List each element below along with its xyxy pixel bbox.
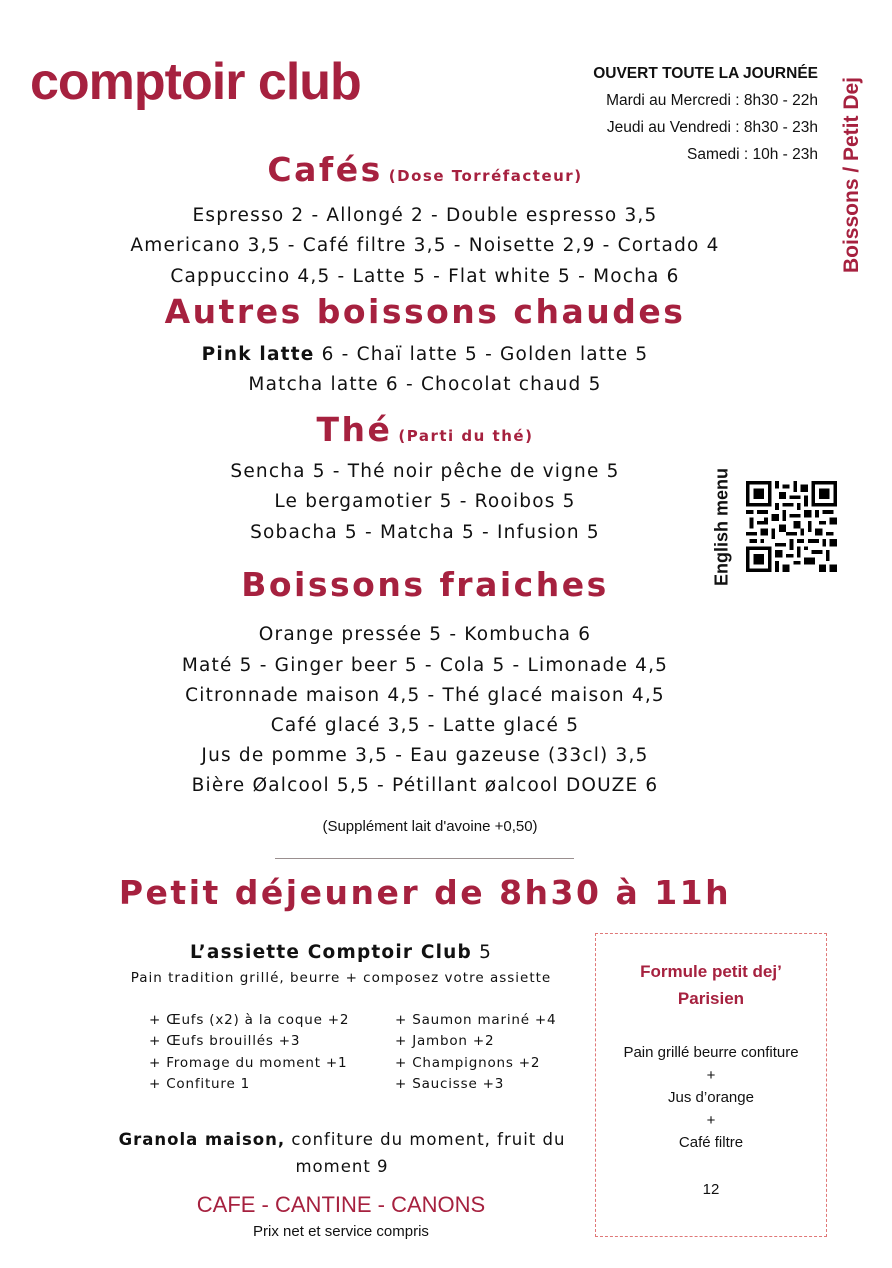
formule-item: Pain grillé beurre confiture: [623, 1044, 799, 1061]
assiette-description: Pain tradition grillé, beurre + composez votre assiette: [130, 970, 552, 986]
the-line: Sencha 5 - Thé noir pêche de vigne 5: [230, 461, 620, 482]
section-subtitle: (Parti du thé): [398, 427, 534, 445]
brand-title: comptoir club: [30, 53, 361, 111]
hours-title: OUVERT TOUTE LA JOURNÉE: [593, 65, 818, 82]
hours-line: Samedi : 10h - 23h: [687, 146, 818, 163]
formule-plus: +: [706, 1066, 716, 1084]
section-title-text: Thé: [316, 410, 393, 449]
section-subtitle: (Dose Torréfacteur): [388, 167, 583, 185]
option-item: + Jambon +2: [395, 1033, 495, 1050]
options-right: [395, 1010, 556, 1095]
section-petit-dej-title: Petit déjeuner de 8h30 à 11h: [118, 873, 732, 912]
divider: [275, 858, 574, 859]
section-fraiches-title: Boissons fraiches: [241, 565, 609, 604]
side-tab-label: Boissons / Petit Dej: [840, 76, 863, 274]
option-item: + Confiture 1: [149, 1075, 251, 1092]
option-item: + Saumon mariné +4: [395, 1012, 557, 1028]
section-title-text: Cafés: [267, 150, 383, 189]
fraiches-line: Citronnade maison 4,5 - Thé glacé maison 4,5: [185, 685, 665, 706]
option-item: + Fromage du moment +1: [149, 1054, 348, 1071]
granola-desc: confiture du moment, fruit du moment 9: [285, 1130, 566, 1176]
option-item: + Saucisse +3: [395, 1075, 505, 1092]
cafes-line: Americano 3,5 - Café filtre 3,5 - Noisette 2,9 - Cortado 4: [130, 235, 720, 256]
formule-item: Café filtre: [678, 1134, 744, 1151]
section-autres-title: Autres boissons chaudes: [164, 292, 686, 331]
fraiches-line: Bière Øalcool 5,5 - Pétillant øalcool DOUZE 6: [191, 775, 659, 796]
the-line: Le bergamotier 5 - Rooibos 5: [274, 491, 576, 512]
hours-line: Jeudi au Vendredi : 8h30 - 23h: [606, 119, 818, 136]
autres-line: [0, 340, 850, 370]
tagline: CAFE - CANTINE - CANONS: [196, 1192, 486, 1217]
formule-plus: +: [706, 1111, 716, 1129]
english-menu-text: English menu: [711, 467, 732, 587]
qr-code-icon[interactable]: [746, 481, 837, 572]
assiette-price: 5: [471, 942, 493, 963]
option-item: + Œufs brouillés +3: [149, 1033, 301, 1050]
autres-line: Matcha latte 6 - Chocolat chaud 5: [248, 374, 602, 395]
fraiches-line: Jus de pomme 3,5 - Eau gazeuse (33cl) 3,5: [201, 745, 649, 766]
assiette-name: L’assiette Comptoir Club: [189, 942, 472, 963]
options-left: [149, 1010, 349, 1095]
item-text: 6 - Chaï latte 5 - Golden latte 5: [314, 344, 649, 365]
option-item: + Œufs (x2) à la coque +2: [149, 1012, 350, 1028]
formule-price: 12: [702, 1180, 720, 1198]
the-line: Sobacha 5 - Matcha 5 - Infusion 5: [250, 522, 600, 543]
fraiches-line: Maté 5 - Ginger beer 5 - Cola 5 - Limonade 4,5: [181, 655, 669, 676]
cafes-line: Espresso 2 - Allongé 2 - Double espresso 3,5: [192, 205, 658, 226]
granola-item: [92, 1126, 592, 1180]
assiette-title: [0, 942, 682, 963]
fraiches-line: Café glacé 3,5 - Latte glacé 5: [270, 715, 580, 736]
formule-title-line: Parisien: [677, 989, 745, 1008]
granola-name: Granola maison,: [118, 1130, 286, 1149]
fraiches-line: Orange pressée 5 - Kombucha 6: [258, 624, 592, 645]
formule-title-line: Formule petit dej’: [640, 962, 782, 981]
formule-title: [596, 958, 826, 1012]
hours-line: Mardi au Mercredi : 8h30 - 22h: [606, 92, 818, 109]
section-cafes-title: [0, 148, 850, 198]
tagline-sub: Prix net et service compris: [253, 1223, 429, 1240]
cafes-line: Cappuccino 4,5 - Latte 5 - Flat white 5 - Mocha 6: [170, 266, 680, 287]
formule-item: Jus d’orange: [668, 1089, 754, 1106]
option-item: + Champignons +2: [395, 1054, 541, 1071]
item-highlight: Pink latte: [201, 344, 315, 365]
oat-milk-note: (Supplément lait d'avoine +0,50): [322, 818, 538, 835]
section-the-title: [0, 408, 850, 458]
